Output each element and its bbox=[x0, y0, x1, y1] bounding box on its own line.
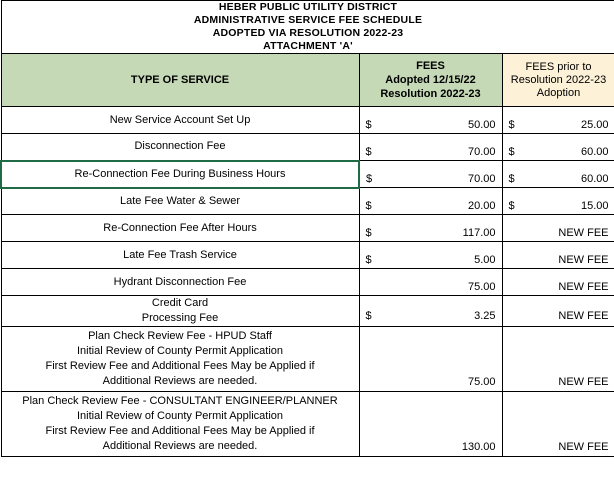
column-header-prior-line-2: Resolution 2022-23 bbox=[510, 73, 607, 86]
fee-currency-symbol: $ bbox=[365, 254, 372, 266]
table-row[interactable] bbox=[1, 269, 614, 296]
table-row[interactable] bbox=[1, 134, 614, 161]
fee-value: 3.25 bbox=[474, 310, 496, 322]
prior-value: 60.00 bbox=[580, 173, 609, 185]
fee-value: 130.00 bbox=[461, 441, 496, 453]
prior-fee-cell[interactable] bbox=[502, 215, 614, 242]
fee-currency-symbol: $ bbox=[365, 200, 372, 212]
fee-amount-cell[interactable] bbox=[359, 269, 502, 296]
fee-currency-symbol: $ bbox=[365, 119, 372, 131]
service-name[interactable]: Hydrant Disconnection Fee bbox=[1, 269, 359, 296]
column-header-prior-line-1: FEES prior to bbox=[525, 60, 592, 73]
service-name[interactable]: Re-Connection Fee After Hours bbox=[1, 215, 359, 242]
prior-fee-cell[interactable] bbox=[502, 107, 614, 134]
service-name[interactable]: Late Fee Water & Sewer bbox=[1, 188, 359, 215]
fee-amount-cell[interactable] bbox=[359, 215, 502, 242]
service-name[interactable]: Disconnection Fee bbox=[1, 134, 359, 161]
table-row[interactable] bbox=[1, 296, 614, 327]
table-header-row bbox=[1, 54, 614, 107]
prior-fee-cell[interactable] bbox=[502, 188, 614, 215]
service-name-line-4: Additional Reviews are needed. bbox=[102, 440, 258, 452]
fee-currency-symbol: $ bbox=[366, 173, 373, 185]
prior-value: 15.00 bbox=[580, 200, 609, 212]
column-header-fees-line-2: Adopted 12/15/22 bbox=[385, 74, 476, 86]
prior-currency-symbol: $ bbox=[508, 146, 515, 158]
prior-fee-cell[interactable] bbox=[502, 242, 614, 269]
fee-currency-symbol: $ bbox=[365, 227, 372, 239]
column-header-fees-line-3: Resolution 2022-23 bbox=[380, 88, 481, 100]
service-name-line-3: First Review Fee and Additional Fees May be Applied if bbox=[45, 425, 315, 437]
prior-currency-symbol: $ bbox=[508, 119, 515, 131]
service-name-line-4: Additional Reviews are needed. bbox=[102, 375, 258, 387]
service-name-line-1: Plan Check Review Fee - HPUD Staff bbox=[88, 330, 272, 342]
prior-fee-cell[interactable] bbox=[502, 392, 614, 457]
fee-amount-cell[interactable] bbox=[359, 242, 502, 269]
prior-value: NEW FEE bbox=[558, 227, 609, 239]
service-name[interactable]: Re-Connection Fee During Business Hours bbox=[1, 161, 359, 188]
title-row bbox=[1, 1, 614, 54]
prior-fee-cell[interactable] bbox=[502, 134, 614, 161]
fee-value: 117.00 bbox=[462, 227, 496, 239]
prior-currency-symbol: $ bbox=[508, 200, 515, 212]
service-name[interactable] bbox=[1, 392, 359, 457]
service-name-line-2: Initial Review of County Permit Application bbox=[76, 345, 284, 357]
fee-value: 75.00 bbox=[467, 376, 496, 388]
title-line-2: ADMINISTRATIVE SERVICE FEE SCHEDULE bbox=[193, 14, 423, 26]
service-name[interactable]: New Service Account Set Up bbox=[1, 107, 359, 134]
prior-fee-cell[interactable] bbox=[502, 269, 614, 296]
fee-amount-cell[interactable] bbox=[359, 161, 502, 188]
prior-value: NEW FEE bbox=[558, 376, 609, 388]
table-row[interactable] bbox=[1, 392, 614, 457]
table-row[interactable] bbox=[1, 107, 614, 134]
prior-value: 25.00 bbox=[580, 119, 609, 131]
column-header-prior-fees bbox=[502, 54, 614, 107]
column-header-fees bbox=[359, 54, 502, 107]
table-row[interactable] bbox=[1, 215, 614, 242]
fee-value: 75.00 bbox=[467, 281, 496, 293]
prior-currency-symbol: $ bbox=[508, 173, 515, 185]
service-name-line-2: Processing Fee bbox=[141, 312, 219, 324]
title-line-4: ATTACHMENT 'A' bbox=[263, 40, 353, 52]
column-header-fees-line-1: FEES bbox=[416, 60, 445, 72]
fee-amount-cell[interactable] bbox=[359, 296, 502, 327]
title-line-1: HEBER PUBLIC UTILITY DISTRICT bbox=[218, 1, 398, 13]
prior-value: NEW FEE bbox=[558, 281, 609, 293]
fee-amount-cell[interactable] bbox=[359, 327, 502, 392]
service-name-line-3: First Review Fee and Additional Fees May be Applied if bbox=[45, 360, 315, 372]
fee-value: 5.00 bbox=[474, 254, 496, 266]
fee-currency-symbol: $ bbox=[365, 146, 372, 158]
table-row[interactable] bbox=[1, 242, 614, 269]
fee-value: 50.00 bbox=[467, 119, 496, 131]
column-header-service: TYPE OF SERVICE bbox=[1, 54, 359, 107]
title-line-3: ADOPTED VIA RESOLUTION 2022-23 bbox=[212, 27, 404, 39]
service-name-line-1: Credit Card bbox=[151, 297, 209, 309]
service-name[interactable] bbox=[1, 296, 359, 327]
prior-fee-cell[interactable] bbox=[502, 161, 614, 188]
document-title bbox=[1, 1, 614, 54]
table-row-selected[interactable] bbox=[1, 161, 614, 188]
service-name[interactable]: Late Fee Trash Service bbox=[1, 242, 359, 269]
prior-fee-cell[interactable] bbox=[502, 296, 614, 327]
service-name-line-1: Plan Check Review Fee - CONSULTANT ENGINEER/PLANNER bbox=[22, 395, 338, 407]
fee-amount-cell[interactable] bbox=[359, 107, 502, 134]
prior-fee-cell[interactable] bbox=[502, 327, 614, 392]
prior-value: 60.00 bbox=[580, 146, 609, 158]
fee-amount-cell[interactable] bbox=[359, 188, 502, 215]
service-name-line-2: Initial Review of County Permit Application bbox=[76, 410, 284, 422]
table-row[interactable] bbox=[1, 327, 614, 392]
fee-value: 70.00 bbox=[467, 173, 496, 185]
fee-value: 70.00 bbox=[467, 146, 496, 158]
fee-value: 20.00 bbox=[467, 200, 496, 212]
fee-amount-cell[interactable] bbox=[359, 134, 502, 161]
fee-amount-cell[interactable] bbox=[359, 392, 502, 457]
column-header-prior-line-3: Adoption bbox=[536, 86, 581, 99]
service-name[interactable] bbox=[1, 327, 359, 392]
prior-value: NEW FEE bbox=[558, 254, 609, 266]
table-row[interactable] bbox=[1, 188, 614, 215]
fee-currency-symbol: $ bbox=[365, 310, 372, 322]
prior-value: NEW FEE bbox=[558, 310, 609, 322]
prior-value: NEW FEE bbox=[558, 441, 609, 453]
